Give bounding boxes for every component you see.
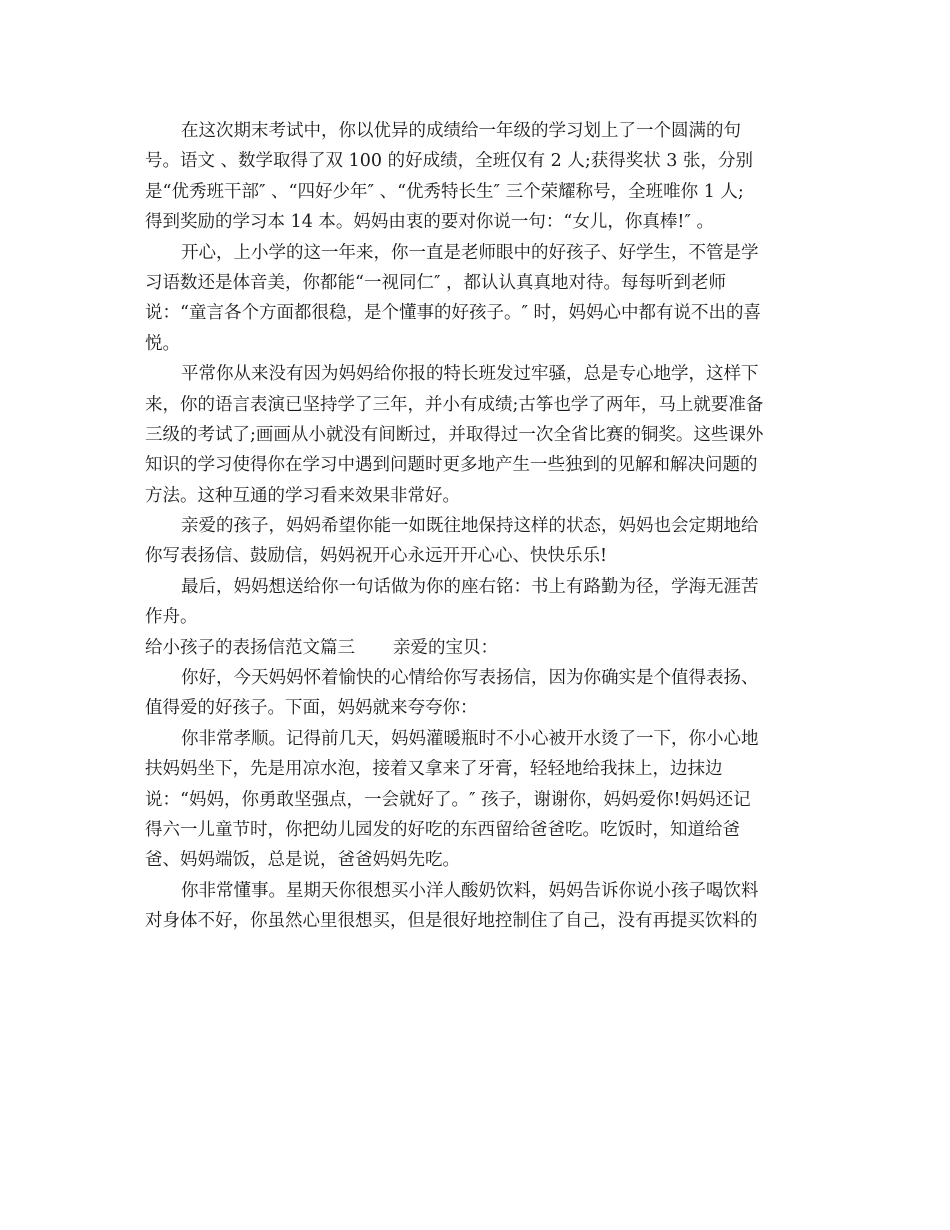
text-line: 三级的考试了;画画从小就没有间断过，并取得过一次全省比赛的铜奖。这些课外: [145, 424, 764, 445]
letter-body: [145, 116, 807, 937]
paragraph-sensible: [145, 876, 807, 937]
section-heading: [145, 633, 807, 663]
text-line: 得六一儿童节时，你把幼儿园发的好吃的东西留给爸爸吃。吃饭时，知道给爸: [145, 819, 740, 840]
text-line: 亲爱的孩子，妈妈希望你能一如既往地保持这样的状态，妈妈也会定期地给: [181, 516, 759, 537]
text-line: 扶妈妈坐下，先是用凉水泡，接着又拿来了牙膏，轻轻地给我抹上，边抹边: [145, 759, 723, 780]
text-line: 说：“童言各个方面都很稳，是个懂事的好孩子。″ 时，妈妈心中都有说不出的喜: [145, 303, 762, 324]
text-line: 值得爱的好孩子。下面，妈妈就来夸夸你：: [145, 698, 478, 719]
text-line: 方法。这种互通的学习看来效果非常好。: [145, 485, 460, 506]
text-line: 爸、妈妈端饭，总是说，爸爸妈妈先吃。: [145, 850, 460, 871]
text-line: 在这次期末考试中，你以优异的成绩给一年级的学习划上了一个圆满的句: [181, 121, 741, 141]
text-line: 你非常孝顺。记得前几天，妈妈灌暖瓶时不小心被开水烫了一下，你小心地: [181, 728, 759, 749]
text-line: 你好，今天妈妈怀着愉快的心情给你写表扬信，因为你确实是个值得表扬、: [181, 668, 759, 689]
text-line: 作舟。: [145, 607, 198, 628]
text-line: 你非常懂事。星期天你很想买小洋人酸奶饮料，妈妈告诉你说小孩子喝饮料: [181, 880, 759, 901]
text-line: 平常你从来没有因为妈妈给你报的特长班发过牢骚，总是专心地学，这样下: [181, 364, 759, 385]
paragraph-greeting: [145, 663, 807, 724]
salutation: 亲爱的宝贝：: [393, 637, 498, 658]
text-line: 来，你的语言表演已坚持学了三年，并小有成绩;古筝也学了两年，马上就要准备: [145, 394, 764, 415]
paragraph-wishes: [145, 511, 807, 572]
section-title: 给小孩子的表扬信范文篇三: [145, 637, 355, 658]
text-line: 得到奖励的学习本 14 本。妈妈由衷的要对你说一句：“女儿，你真棒!″ 。: [145, 212, 714, 233]
text-line: 是“优秀班干部″ 、“四好少年″ 、“优秀特长生″ 三个荣耀称号，全班唯你 1 人;: [145, 181, 744, 202]
text-line: 悦。: [145, 333, 180, 354]
text-line: 开心，上小学的这一年来，你一直是老师眼中的好孩子、好学生，不管是学: [181, 242, 759, 263]
text-line: 你写表扬信、鼓励信，妈妈祝开心永远开开心心、快快乐乐!: [145, 546, 608, 567]
text-line: 说：“妈妈，你勇敢坚强点，一会就好了。″ 孩子，谢谢你，妈妈爱你!妈妈还记: [145, 789, 751, 810]
paragraph-motto: [145, 572, 807, 633]
text-line: 知识的学习使得你在学习中遇到问题时更多地产生一些独到的见解和解决问题的: [145, 455, 758, 476]
paragraph-filial: [145, 724, 807, 876]
text-line: 号。语文 、数学取得了双 100 的好成绩，全班仅有 2 人;获得奖状 3 张，分别: [145, 151, 754, 172]
paragraph-special-classes: [145, 359, 807, 511]
text-line: 习语数还是体音美，你都能“一视同仁″ ，都认认真真地对待。每每听到老师: [145, 272, 727, 293]
paragraph-exam-results: [145, 116, 807, 238]
paragraph-good-student: [145, 238, 807, 360]
text-line: 对身体不好，你虽然心里很想买，但是很好地控制住了自己，没有再提买饮料的: [145, 911, 758, 932]
text-line: 最后，妈妈想送给你一句话做为你的座右铭：书上有路勤为径，学海无涯苦: [181, 576, 759, 597]
